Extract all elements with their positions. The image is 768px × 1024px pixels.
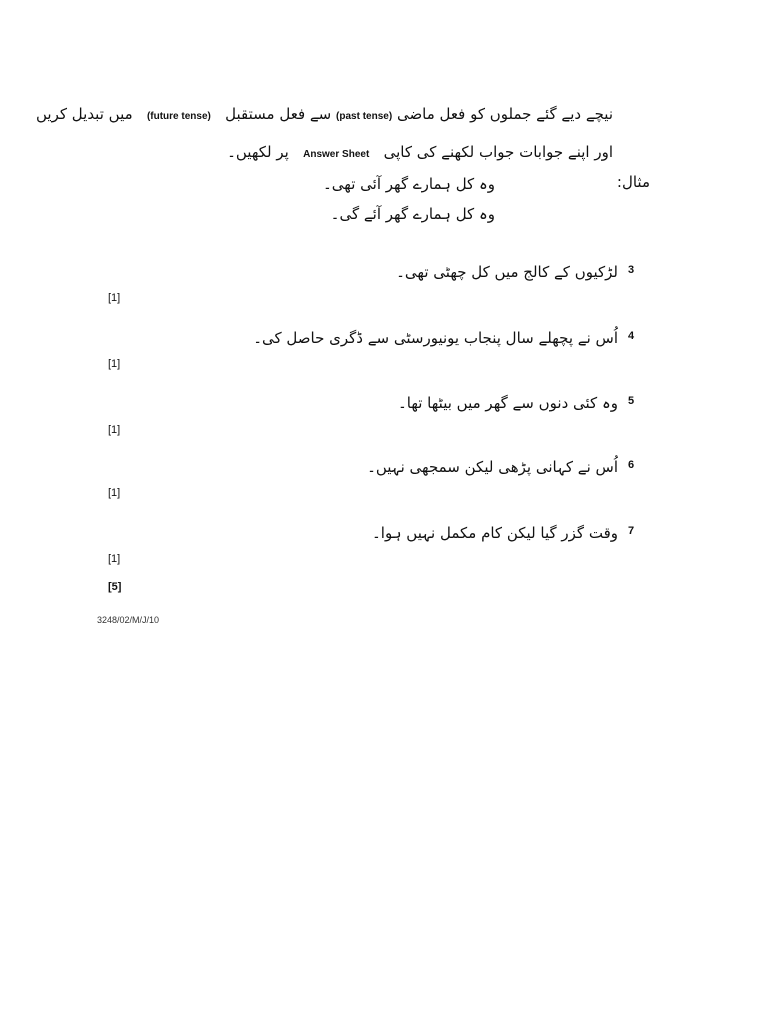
question-5-sentence: وہ کئی دنوں سے گھر میں بیٹھا تھا۔ [397, 394, 618, 412]
question-3-number: 3 [628, 264, 635, 276]
instruction-text: سے فعل مستقبل [225, 105, 332, 123]
example-label: مثال: [616, 173, 650, 191]
question-7-sentence: وقت گزر گیا لیکن کام مکمل نہیں ہوا۔ [372, 524, 618, 542]
question-6-number: 6 [628, 459, 635, 471]
instruction-line-2 [133, 140, 613, 167]
example-sentence-future: وہ کل ہمارے گھر آئے گی۔ [330, 205, 495, 223]
past-tense-tag: (past tense) [336, 111, 393, 122]
question-3-marks: [1] [108, 292, 121, 304]
question-4-marks: [1] [108, 358, 121, 370]
instruction-text: نیچے دیے گئے جملوں کو فعل ماضی [396, 105, 613, 123]
instruction-text: میں تبدیل کریں [36, 105, 133, 123]
question-5-number: 5 [628, 395, 635, 407]
instruction-text: اور اپنے جوابات جواب لکھنے کی کاپی [383, 143, 613, 161]
future-tense-tag: (future tense) [146, 111, 211, 122]
paper-code: 3248/02/M/J/10 [97, 615, 160, 625]
answer-sheet-tag: Answer Sheet [303, 149, 370, 160]
question-6-sentence: اُس نے کہانی پڑھی لیکن سمجھی نہیں۔ [367, 458, 618, 476]
instruction-line-1 [36, 102, 613, 129]
question-4-sentence: اُس نے پچھلے سال پنجاب یونیورسٹی سے ڈگری حاصل کی۔ [253, 329, 618, 347]
example-sentence-past: وہ کل ہمارے گھر آئی تھی۔ [323, 175, 495, 193]
instruction-text: پر لکھیں۔ [227, 143, 289, 161]
question-7-number: 7 [628, 525, 635, 537]
total-marks: [5] [108, 581, 122, 593]
question-3-sentence: لڑکیوں کے کالج میں کل چھٹی تھی۔ [396, 263, 618, 281]
question-6-marks: [1] [108, 487, 121, 499]
question-5-marks: [1] [108, 424, 121, 436]
question-7-marks: [1] [108, 553, 121, 565]
question-4-number: 4 [628, 330, 635, 342]
